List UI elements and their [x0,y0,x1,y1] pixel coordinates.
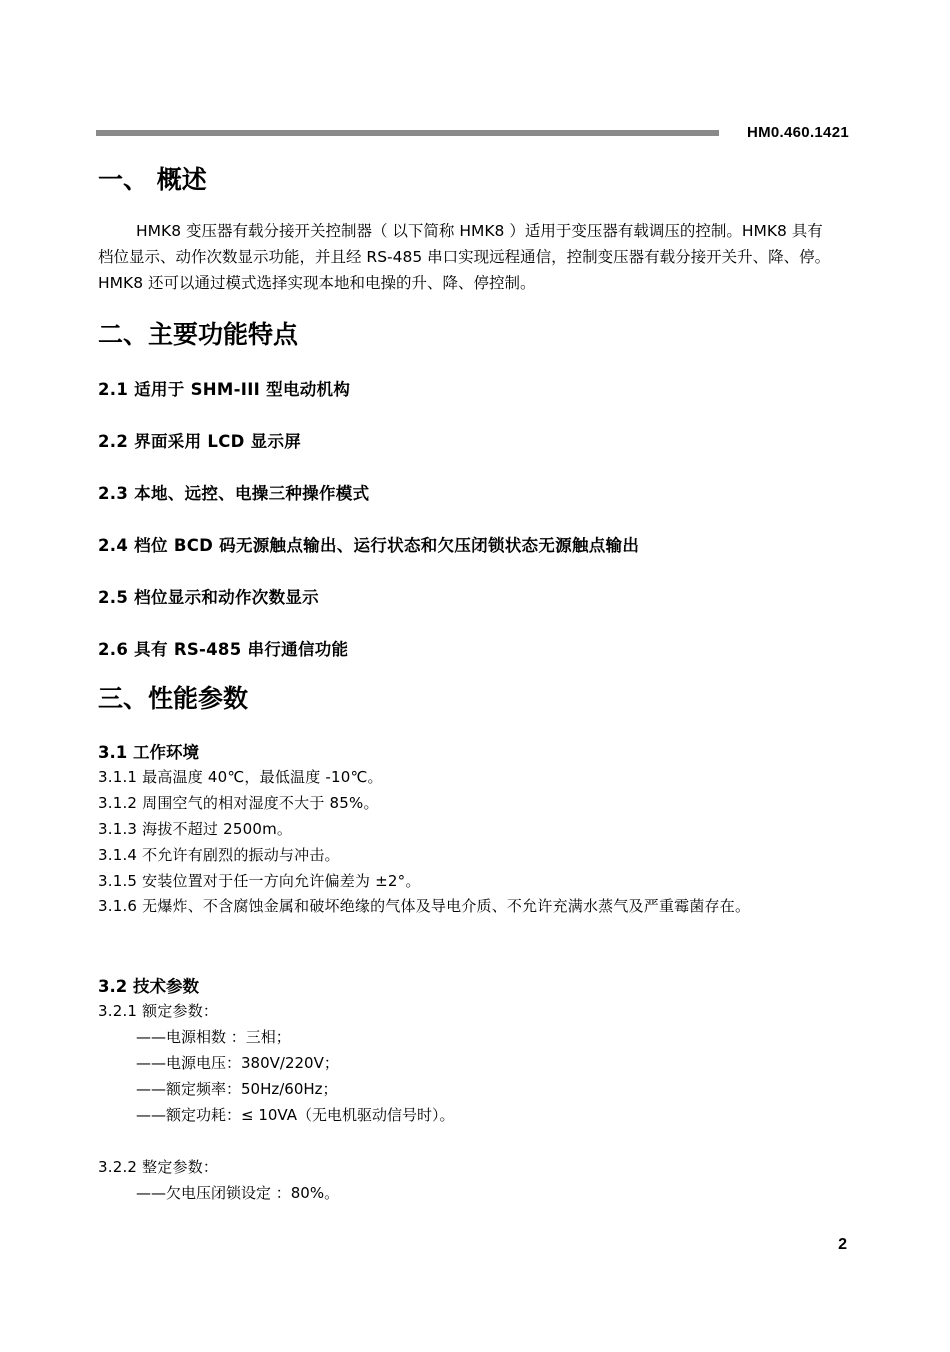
environment-line: 3.1.6 无爆炸、不含腐蚀金属和破坏绝缘的气体及导电介质、不允许充满水蒸气及严重霉菌存在。 [98,897,751,915]
environment-line: 3.1.4 不允许有剧烈的振动与冲击。 [98,846,340,864]
subsection-3-1-title: 3.1 工作环境 [98,743,199,762]
feature-item: 2.3 本地、远控、电操三种操作模式 [98,484,370,503]
subsection-3-2-title: 3.2 技术参数 [98,977,199,996]
feature-item: 2.2 界面采用 LCD 显示屏 [98,432,302,451]
rated-parameter-item: ——额定频率：50Hz/60Hz； [136,1080,338,1098]
feature-item: 2.6 具有 RS-485 串行通信功能 [98,640,349,659]
page-number: 2 [838,1236,847,1253]
section-1-paragraph [98,218,838,296]
section-1-title: 一、 概述 [98,165,207,194]
environment-line: 3.1.3 海拔不超过 2500m。 [98,820,293,838]
rated-parameter-item: ——电源电压：380V/220V； [136,1054,339,1072]
section-2-title: 二、主要功能特点 [98,320,299,349]
setting-parameters-label: 3.2.2 整定参数： [98,1158,219,1176]
feature-item: 2.5 档位显示和动作次数显示 [98,588,319,607]
document-number: HM0.460.1421 [746,124,849,141]
rated-parameters-label: 3.2.1 额定参数： [98,1002,219,1020]
feature-item: 2.1 适用于 SHM-III 型电动机构 [98,380,351,399]
environment-line: 3.1.1 最高温度 40℃，最低温度 -10℃。 [98,768,383,786]
environment-line: 3.1.5 安装位置对于任一方向允许偏差为 ±2°。 [98,872,421,890]
environment-line: 3.1.2 周围空气的相对湿度不大于 85%。 [98,794,379,812]
section-1-paragraph-text: HMK8 变压器有载分接开关控制器（ 以下简称 HMK8 ）适用于变压器有载调压的控制。HMK8 具有档位显示、动作次数显示功能，并且经 RS-485 串口实现远程通信，控制变压器有载分接开关升、降、停。HMK8 还可以通过模式选择实现本地和电操的升、降、停控制。 [98,222,831,292]
rated-parameter-item: ——额定功耗：≤ 10VA（无电机驱动信号时）。 [136,1106,455,1124]
section-3-title: 三、性能参数 [98,684,249,713]
setting-parameter-item: ——欠电压闭锁设定 ：80%。 [136,1184,340,1202]
feature-item: 2.4 档位 BCD 码无源触点输出、运行状态和欠压闭锁状态无源触点输出 [98,536,640,555]
rated-parameter-item: ——电源相数 ：三相； [136,1028,291,1046]
header-rule [96,130,719,136]
